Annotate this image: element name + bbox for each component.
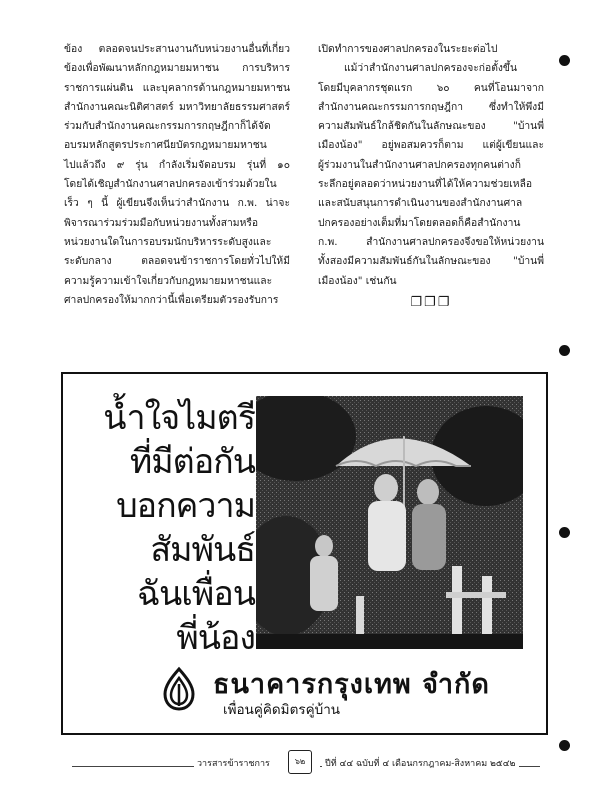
text-line: ผู้ร่วมงานในสำนักงานศาลปกครองทุกคนต่างก็ <box>318 158 521 171</box>
text-line: หน่วยงานใดในการอบรมนักบริหารระดับสูงและ <box>64 235 272 248</box>
text-line: โดยได้เชิญสำนักงานศาลปกครองเข้าร่วมด้วยใน <box>64 178 277 191</box>
slogan-line: สัมพันธ์ <box>150 530 255 570</box>
lotus-logo-icon <box>159 666 199 712</box>
footer-journal-title: วารสารข้าราชการ <box>194 756 273 770</box>
binder-hole-middle <box>559 345 570 356</box>
text-line: เร็ว ๆ นี้ ผู้เขียนจึงเห็นว่าสำนักงาน ก.พ. น่าจะ <box>64 197 290 210</box>
text-line: เมืองน้อง" อยู่พอสมควรก็ตาม แต่ผู้เขียนและ <box>318 139 544 152</box>
footer-issue-info: ปีที่ ๔๔ ฉบับที่ ๔ เดือนกรกฎาคม-สิงหาคม ๒๕๔๒ <box>322 756 519 770</box>
text-line: ปกครองอย่างเต็มที่มาโดยตลอดก็คือสำนักงาน <box>318 216 521 229</box>
text-line: ข้อง ตลอดจนประสานงานกับหน่วยงานอื่นที่เกี่ยว <box>64 43 290 55</box>
text-line: ทั้งสองมีความสัมพันธ์กันในลักษณะของ "บ้านพี่ <box>318 255 544 268</box>
slogan-line: น้ำใจไมตรี <box>103 398 255 438</box>
ad-slogan <box>95 396 255 660</box>
text-line: เมืองน้อง" เช่นกัน <box>318 274 397 287</box>
slogan-line: บอกความ <box>116 486 255 526</box>
article-column-right <box>318 40 544 312</box>
slogan-line: ฉันเพื่อน <box>136 574 255 614</box>
binder-hole-bottom <box>559 740 570 751</box>
text-line: ศาลปกครองให้มากกว่านี้เพื่อเตรียมตัวรองรับการ <box>64 293 279 306</box>
text-line: เปิดทำการของศาลปกครองในระยะต่อไป <box>318 43 498 55</box>
text-line: ไปแล้วถึง ๙ รุ่น กำลังเริ่มจัดอบรม รุ่นที่ ๑๐ <box>64 158 290 171</box>
text-line: ราชการแผ่นดิน และบุคลากรด้านกฎหมายมหาชน <box>64 81 290 94</box>
text-line: ระดับกลาง ตลอดจนข้าราชการโดยทั่วไปให้มี <box>64 255 290 268</box>
text-line: สำนักงานคณะกรรมการกฤษฎีกา ซึ่งทำให้พึงมี <box>318 100 544 113</box>
article-column-left <box>64 40 290 310</box>
bank-advertisement <box>61 372 548 735</box>
text-line: สำนักงานคณะนิติศาสตร์ มหาวิทยาลัยธรรมศาสตร์ <box>64 100 290 113</box>
slogan-line: ที่มีต่อกัน <box>129 442 255 482</box>
ad-photo-people-under-umbrella <box>256 396 523 649</box>
footer-page-number: ๖๒ <box>288 750 312 774</box>
text-line: และสนับสนุนการดำเนินงานของสำนักงานศาล <box>318 197 523 210</box>
text-line: ความรู้ความเข้าใจเกี่ยวกับกฎหมายมหาชนและ <box>64 274 273 287</box>
text-line: อบรมหลักสูตรประกาศนียบัตรกฎหมายมหาชน <box>64 139 267 152</box>
text-line: ร่วมกับสำนักงานคณะกรรมการกฤษฎีกาก็ได้จัด <box>64 120 271 133</box>
text-line: ระลึกอยู่ตลอดว่าหน่วยงานที่ได้ให้ความช่วยเหลือ <box>318 178 533 191</box>
text-line: โดยมีบุคลากรชุดแรก ๖๐ คนที่โอนมาจาก <box>318 81 544 94</box>
text-line: ก.พ. สำนักงานศาลปกครองจึงขอให้หน่วยงาน <box>318 235 544 248</box>
text-line: ข้องเพื่อพัฒนาหลักกฎหมายมหาชน การบริหาร <box>64 62 290 75</box>
binder-hole-lower <box>559 527 570 538</box>
paragraph-first-line: แม้ว่าสำนักงานศาลปกครองจะก่อตั้งขึ้น <box>344 62 517 75</box>
bank-name: ธนาคารกรุงเทพ จำกัด <box>213 669 490 700</box>
article-end-mark: ❐❐❐ <box>410 294 452 310</box>
bank-tagline: เพื่อนคู่คิดมิตรคู่บ้าน <box>223 702 341 718</box>
text-line: พิจารณาร่วมร่วมมือกับหน่วยงานทั้งสามหรือ <box>64 216 259 229</box>
text-line: ความสัมพันธ์ใกล้ชิดกันในลักษณะของ "บ้านพี่ <box>318 120 544 133</box>
binder-hole-top <box>559 55 570 66</box>
slogan-line: พี่น้อง <box>176 618 255 658</box>
